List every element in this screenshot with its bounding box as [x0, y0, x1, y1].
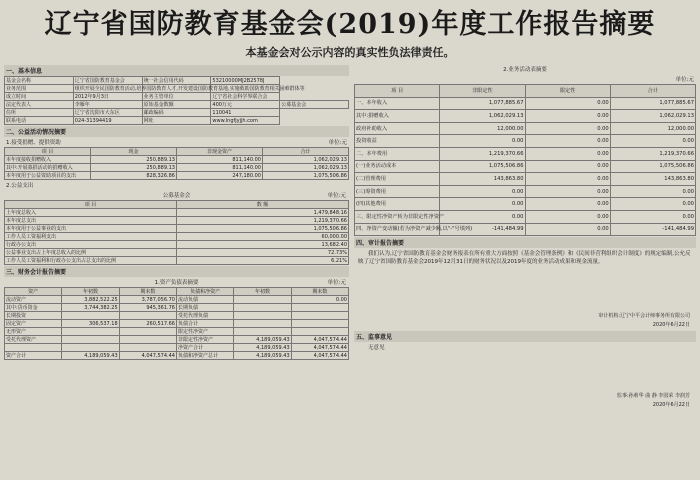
- table-cell: 306,537.18: [62, 320, 119, 328]
- table-cell: (三)筹资费用: [355, 185, 440, 198]
- table-cell: 4,047,574.44: [119, 352, 176, 360]
- table-cell: 12,000.00: [440, 122, 525, 135]
- table-cell: 12,000.00: [610, 122, 695, 135]
- audit-date: 2020年6月22日: [652, 322, 690, 329]
- table-cell: 其中:捐赠收入: [355, 110, 440, 123]
- table-cell: 本年度总支出: [5, 217, 177, 225]
- table-cell: 1,062,029.13: [263, 156, 349, 164]
- table-cell: 1,219,370.66: [177, 217, 349, 225]
- table-row: [5, 241, 349, 249]
- table-cell: 李雁年: [73, 101, 142, 109]
- table-cell: 828,326.86: [91, 172, 177, 180]
- table-row: [5, 209, 349, 217]
- board-heading: 五、监事意见: [354, 331, 696, 342]
- table-cell: 1,077,885.67: [440, 97, 525, 110]
- table-cell: [5, 344, 62, 352]
- table-cell: 1,479,848.16: [177, 209, 349, 217]
- table-cell: 统一社会信用代码: [142, 77, 211, 85]
- table-cell: 0.00: [525, 223, 610, 236]
- table-cell: 0.00: [440, 210, 525, 223]
- table-cell: 60,000.00: [177, 233, 349, 241]
- table-row: [5, 217, 349, 225]
- table-row: [5, 328, 349, 336]
- table-cell: 1,077,885.67: [610, 97, 695, 110]
- table-row: [355, 160, 696, 173]
- table-cell: 法定代表人: [5, 101, 74, 109]
- table-cell: 110041: [211, 109, 280, 117]
- table-header-cell: 合计: [263, 148, 349, 156]
- table-row: [5, 156, 349, 164]
- table-cell: 公益事业支出占上年度总收入的比例: [5, 249, 177, 257]
- table-cell: 二、本年费用: [355, 147, 440, 160]
- unit-label: 单位:元: [327, 280, 346, 286]
- table-cell: (二)管理费用: [355, 173, 440, 186]
- table-cell: 四、净资产变动额(若为净资产减少额,以"-"号填列): [355, 223, 440, 236]
- table-row: [5, 304, 349, 312]
- table-header-cell: 现金: [91, 148, 177, 156]
- table-cell: 组织开展全民国防教育活动,培养国防教育人才,开发建设国防教育基地,实施救助国防教育相关困难群体等: [74, 85, 305, 92]
- table-cell: 邮政编码: [142, 109, 211, 117]
- table-cell: 1,075,506.86: [440, 160, 525, 173]
- table-row: [5, 172, 349, 180]
- table-row: [355, 110, 696, 123]
- table-cell: 6.21%: [177, 257, 349, 265]
- table-cell: 250,889.13: [91, 156, 177, 164]
- table-cell: -141,484.99: [440, 223, 525, 236]
- table-cell: 住所: [5, 109, 74, 117]
- table-cell: 0.00: [525, 185, 610, 198]
- table-cell: 限定性净资产: [176, 328, 233, 336]
- table-header-cell: 非现金资产: [177, 148, 263, 156]
- table-cell: 无形资产: [5, 328, 62, 336]
- table-cell: 811,140.00: [177, 164, 263, 172]
- table-row: [5, 296, 349, 304]
- table-row: [355, 135, 696, 148]
- table-cell: 1,219,370.66: [440, 147, 525, 160]
- table-cell: 0.00: [440, 185, 525, 198]
- table-cell: [234, 328, 291, 336]
- table-header-cell: 数 额: [177, 201, 349, 209]
- table-cell: 72.73%: [177, 249, 349, 257]
- table-cell: [291, 304, 348, 312]
- table-row: [5, 344, 349, 352]
- table-row: [5, 77, 349, 85]
- table-cell: (一)业务活动成本: [355, 160, 440, 173]
- table-cell: 3,882,522.25: [62, 296, 119, 304]
- table-cell: 上年度总收入: [5, 209, 177, 217]
- table-cell: 政府补助收入: [355, 122, 440, 135]
- table-cell: 联系电话: [5, 117, 74, 125]
- table-row: [5, 225, 349, 233]
- table-cell: 三、限定性净资产转为非限定性净资产: [355, 210, 440, 223]
- table-cell: 1,075,506.86: [263, 172, 349, 180]
- table-header-row: [5, 288, 349, 296]
- table-cell: 0.00: [610, 135, 695, 148]
- table-cell: [234, 320, 291, 328]
- table-cell: 工作人员工资福利支出: [5, 233, 177, 241]
- table-cell: 长期投资: [5, 312, 62, 320]
- table-row: [5, 249, 349, 257]
- audit-signature: 审计机构:辽宁中平会计师事务所有限公司: [598, 313, 690, 320]
- table-cell: 0.00: [525, 173, 610, 186]
- table-cell: 4,047,574.44: [291, 352, 348, 360]
- table-cell: 原始基金数额: [142, 101, 211, 109]
- activity-table: [354, 84, 696, 236]
- table-cell: 业务范围: [5, 85, 74, 93]
- table-row: [5, 85, 349, 93]
- table-cell: [119, 344, 176, 352]
- table-cell: 基金会名称: [5, 77, 74, 85]
- table-cell: [291, 312, 348, 320]
- table-cell: 0.00: [610, 185, 695, 198]
- table-cell: 3,787,056.70: [119, 296, 176, 304]
- table-cell: 流动资产: [5, 296, 62, 304]
- balance-table: [4, 287, 349, 360]
- table-cell: 0.00: [525, 97, 610, 110]
- expense-table: [4, 200, 349, 265]
- table-cell: -141,484.99: [610, 223, 695, 236]
- table-row: [5, 320, 349, 328]
- table-cell: 长期负债: [176, 304, 233, 312]
- table-cell: [62, 312, 119, 320]
- table-cell: 1,219,370.66: [610, 147, 695, 160]
- table-cell: 1,062,029.13: [610, 110, 695, 123]
- table-cell: 400万元: [211, 101, 280, 109]
- table-cell: 4,189,059.43: [234, 336, 291, 344]
- table-row: [5, 336, 349, 344]
- table-cell: www.lngfjyjjh.com: [211, 117, 280, 125]
- table-cell: 0.00: [440, 135, 525, 148]
- table-row: [355, 97, 696, 110]
- table-cell: 4,189,059.43: [234, 344, 291, 352]
- table-cell: 辽宁省国防教育基金会: [73, 77, 142, 85]
- table-row: [355, 198, 696, 211]
- table-cell: 0.00: [610, 210, 695, 223]
- table-cell: 811,140.00: [177, 156, 263, 164]
- table-cell: 0.00: [610, 198, 695, 211]
- table-cell: 13,682.40: [177, 241, 349, 249]
- table-header-cell: 负债和净资产: [176, 288, 233, 296]
- table-cell: 0.00: [525, 122, 610, 135]
- table-cell: 53210000MJ2B2578J: [211, 77, 280, 85]
- table-cell: 260,517.66: [119, 320, 176, 328]
- table-row: [5, 233, 349, 241]
- public-heading: 二、公益活动情况摘要: [4, 126, 349, 137]
- audit-text: 我们认为,辽宁省国防教育基金会财务报表在所有重大方面按照《基金会管理条例》和《民间非营利组织会计制度》的规定编制,公允反映了辽宁省国防教育基金会2019年12月31日的财务状况以及2019年度的业务活动成果和现金流量。: [358, 251, 691, 266]
- table-cell: [291, 320, 348, 328]
- table-cell: 2012年9月3日: [73, 93, 142, 101]
- table-row: [355, 185, 696, 198]
- table-cell: 工作人员工资福利和行政办公支出占总支出的比例: [5, 257, 177, 265]
- table-cell: 净资产合计: [176, 344, 233, 352]
- table-row: [5, 117, 349, 125]
- donation-table: [4, 147, 349, 180]
- table-header-cell: 资产: [5, 288, 62, 296]
- board-date: 2020年6月22日: [652, 402, 690, 409]
- table-cell: 143,863.80: [440, 173, 525, 186]
- table-header-row: [355, 85, 696, 98]
- board-text: 无意见: [368, 345, 385, 352]
- audit-heading: 四、审计报告摘要: [354, 237, 696, 248]
- table-cell: 成立时间: [5, 93, 74, 101]
- table-cell: (四)其他费用: [355, 198, 440, 211]
- table-cell: [291, 328, 348, 336]
- table-row: [5, 93, 349, 101]
- page-subtitle: 本基金会对公示内容的真实性负法律责任。: [245, 46, 455, 59]
- table-cell: 固定资产: [5, 320, 62, 328]
- public-sub1: 1.接受捐赠、提供资助: [6, 140, 61, 146]
- table-header-cell: 项 目: [355, 85, 440, 98]
- table-cell: 网址: [142, 117, 211, 125]
- table-cell: 本年度接收捐赠收入: [5, 156, 91, 164]
- right-column: [354, 64, 696, 410]
- table-cell: 0.00: [440, 198, 525, 211]
- table-row: [355, 173, 696, 186]
- table-cell: 负债合计: [176, 320, 233, 328]
- table-cell: 0.00: [291, 296, 348, 304]
- table-cell: 非限定性净资产: [176, 336, 233, 344]
- unit-label: 单位:元: [327, 193, 346, 199]
- table-header-cell: 年初数: [234, 288, 291, 296]
- table-cell: [62, 328, 119, 336]
- table-cell: 0.00: [525, 198, 610, 211]
- table-cell: [119, 312, 176, 320]
- table-cell: 0.00: [525, 147, 610, 160]
- public-sub2: 2.公益支出: [6, 183, 34, 189]
- table-cell: 受托代理资产: [5, 336, 62, 344]
- table-cell: 一、本年收入: [355, 97, 440, 110]
- table-cell: 247,180.00: [177, 172, 263, 180]
- table-cell: 其中:开展募捐活动的捐赠收入: [5, 164, 91, 172]
- table-cell: [119, 328, 176, 336]
- table-header-cell: 期末数: [119, 288, 176, 296]
- table-cell: 945,361.76: [119, 304, 176, 312]
- table-header-cell: 限定性: [525, 85, 610, 98]
- table-row: [355, 223, 696, 236]
- table-header-cell: 年初数: [62, 288, 119, 296]
- table-cell: 负债和净资产总计: [176, 352, 233, 360]
- table-cell: 0.00: [525, 135, 610, 148]
- table-cell: 1,062,029.13: [440, 110, 525, 123]
- finance-sub: 1.资产负债表摘要: [154, 280, 199, 286]
- page-title: 辽宁省国防教育基金会(2019)年度工作报告摘要: [44, 9, 656, 40]
- table-row: [355, 122, 696, 135]
- activity-cap: 2.业务活动表摘要: [503, 67, 547, 73]
- left-column: [4, 64, 349, 360]
- table-header-cell: 项 目: [5, 148, 91, 156]
- table-cell: 250,889.13: [91, 164, 177, 172]
- table-row: [5, 257, 349, 265]
- table-row: [5, 312, 349, 320]
- table-row: [355, 147, 696, 160]
- table-header-cell: 期末数: [291, 288, 348, 296]
- table-header-cell: 非限定性: [440, 85, 525, 98]
- table-cell: 资产合计: [5, 352, 62, 360]
- table-cell: [62, 344, 119, 352]
- table-header-row: [5, 201, 349, 209]
- table-cell: 1,075,506.86: [177, 225, 349, 233]
- table-cell: 本年度用于公益事业的支出: [5, 225, 177, 233]
- table-row: [5, 101, 349, 109]
- table-cell: 4,189,059.43: [234, 352, 291, 360]
- table-cell: [234, 304, 291, 312]
- table-cell: 行政办公支出: [5, 241, 177, 249]
- table-row: [5, 352, 349, 360]
- board-signature: 监事:孙莉华 曲 静 李国荣 李润芳: [616, 393, 690, 400]
- table-cell: [234, 312, 291, 320]
- table-cell: 公募基金会: [280, 101, 349, 109]
- basic-info-table: [4, 76, 349, 125]
- table-cell: 3,744,382.25: [62, 304, 119, 312]
- table-cell: [62, 336, 119, 344]
- table-cell: [234, 296, 291, 304]
- finance-heading: 三、财务会计报告摘要: [4, 266, 349, 277]
- table-cell: 业务主管单位: [142, 93, 211, 101]
- table-cell: 流动负债: [176, 296, 233, 304]
- table-cell: 1,075,506.86: [610, 160, 695, 173]
- table-cell: 4,047,574.44: [291, 336, 348, 344]
- table-cell: 4,047,574.44: [291, 344, 348, 352]
- table-header-cell: 合计: [610, 85, 695, 98]
- basic-info-heading: 一、基本信息: [4, 65, 349, 76]
- table-header-row: [5, 148, 349, 156]
- table-cell: [119, 336, 176, 344]
- table-cell: 143,863.80: [610, 173, 695, 186]
- table-cell: 1,062,029.13: [263, 164, 349, 172]
- table-cell: 本年度用于公益资助项目的支出: [5, 172, 91, 180]
- unit-label: 单位:元: [328, 140, 347, 146]
- public-cap2: 公募基金会: [162, 193, 191, 199]
- table-cell: 4,189,059.43: [62, 352, 119, 360]
- table-cell: 0.00: [525, 160, 610, 173]
- table-cell: 受托代理负债: [176, 312, 233, 320]
- table-cell: 0.00: [525, 110, 610, 123]
- table-cell: 辽宁省沈阳市大东区: [73, 109, 142, 117]
- table-cell: 其中:货币资金: [5, 304, 62, 312]
- unit-label: 单位:元: [675, 77, 694, 83]
- table-cell: 0.00: [525, 210, 610, 223]
- table-row: [355, 210, 696, 223]
- table-header-cell: 项 目: [5, 201, 177, 209]
- table-cell: 024-31394419: [73, 117, 142, 125]
- table-row: [5, 164, 349, 172]
- table-cell: 辽宁省社会科学界联合会: [211, 93, 280, 101]
- table-cell: 投资收益: [355, 135, 440, 148]
- table-row: [5, 109, 349, 117]
